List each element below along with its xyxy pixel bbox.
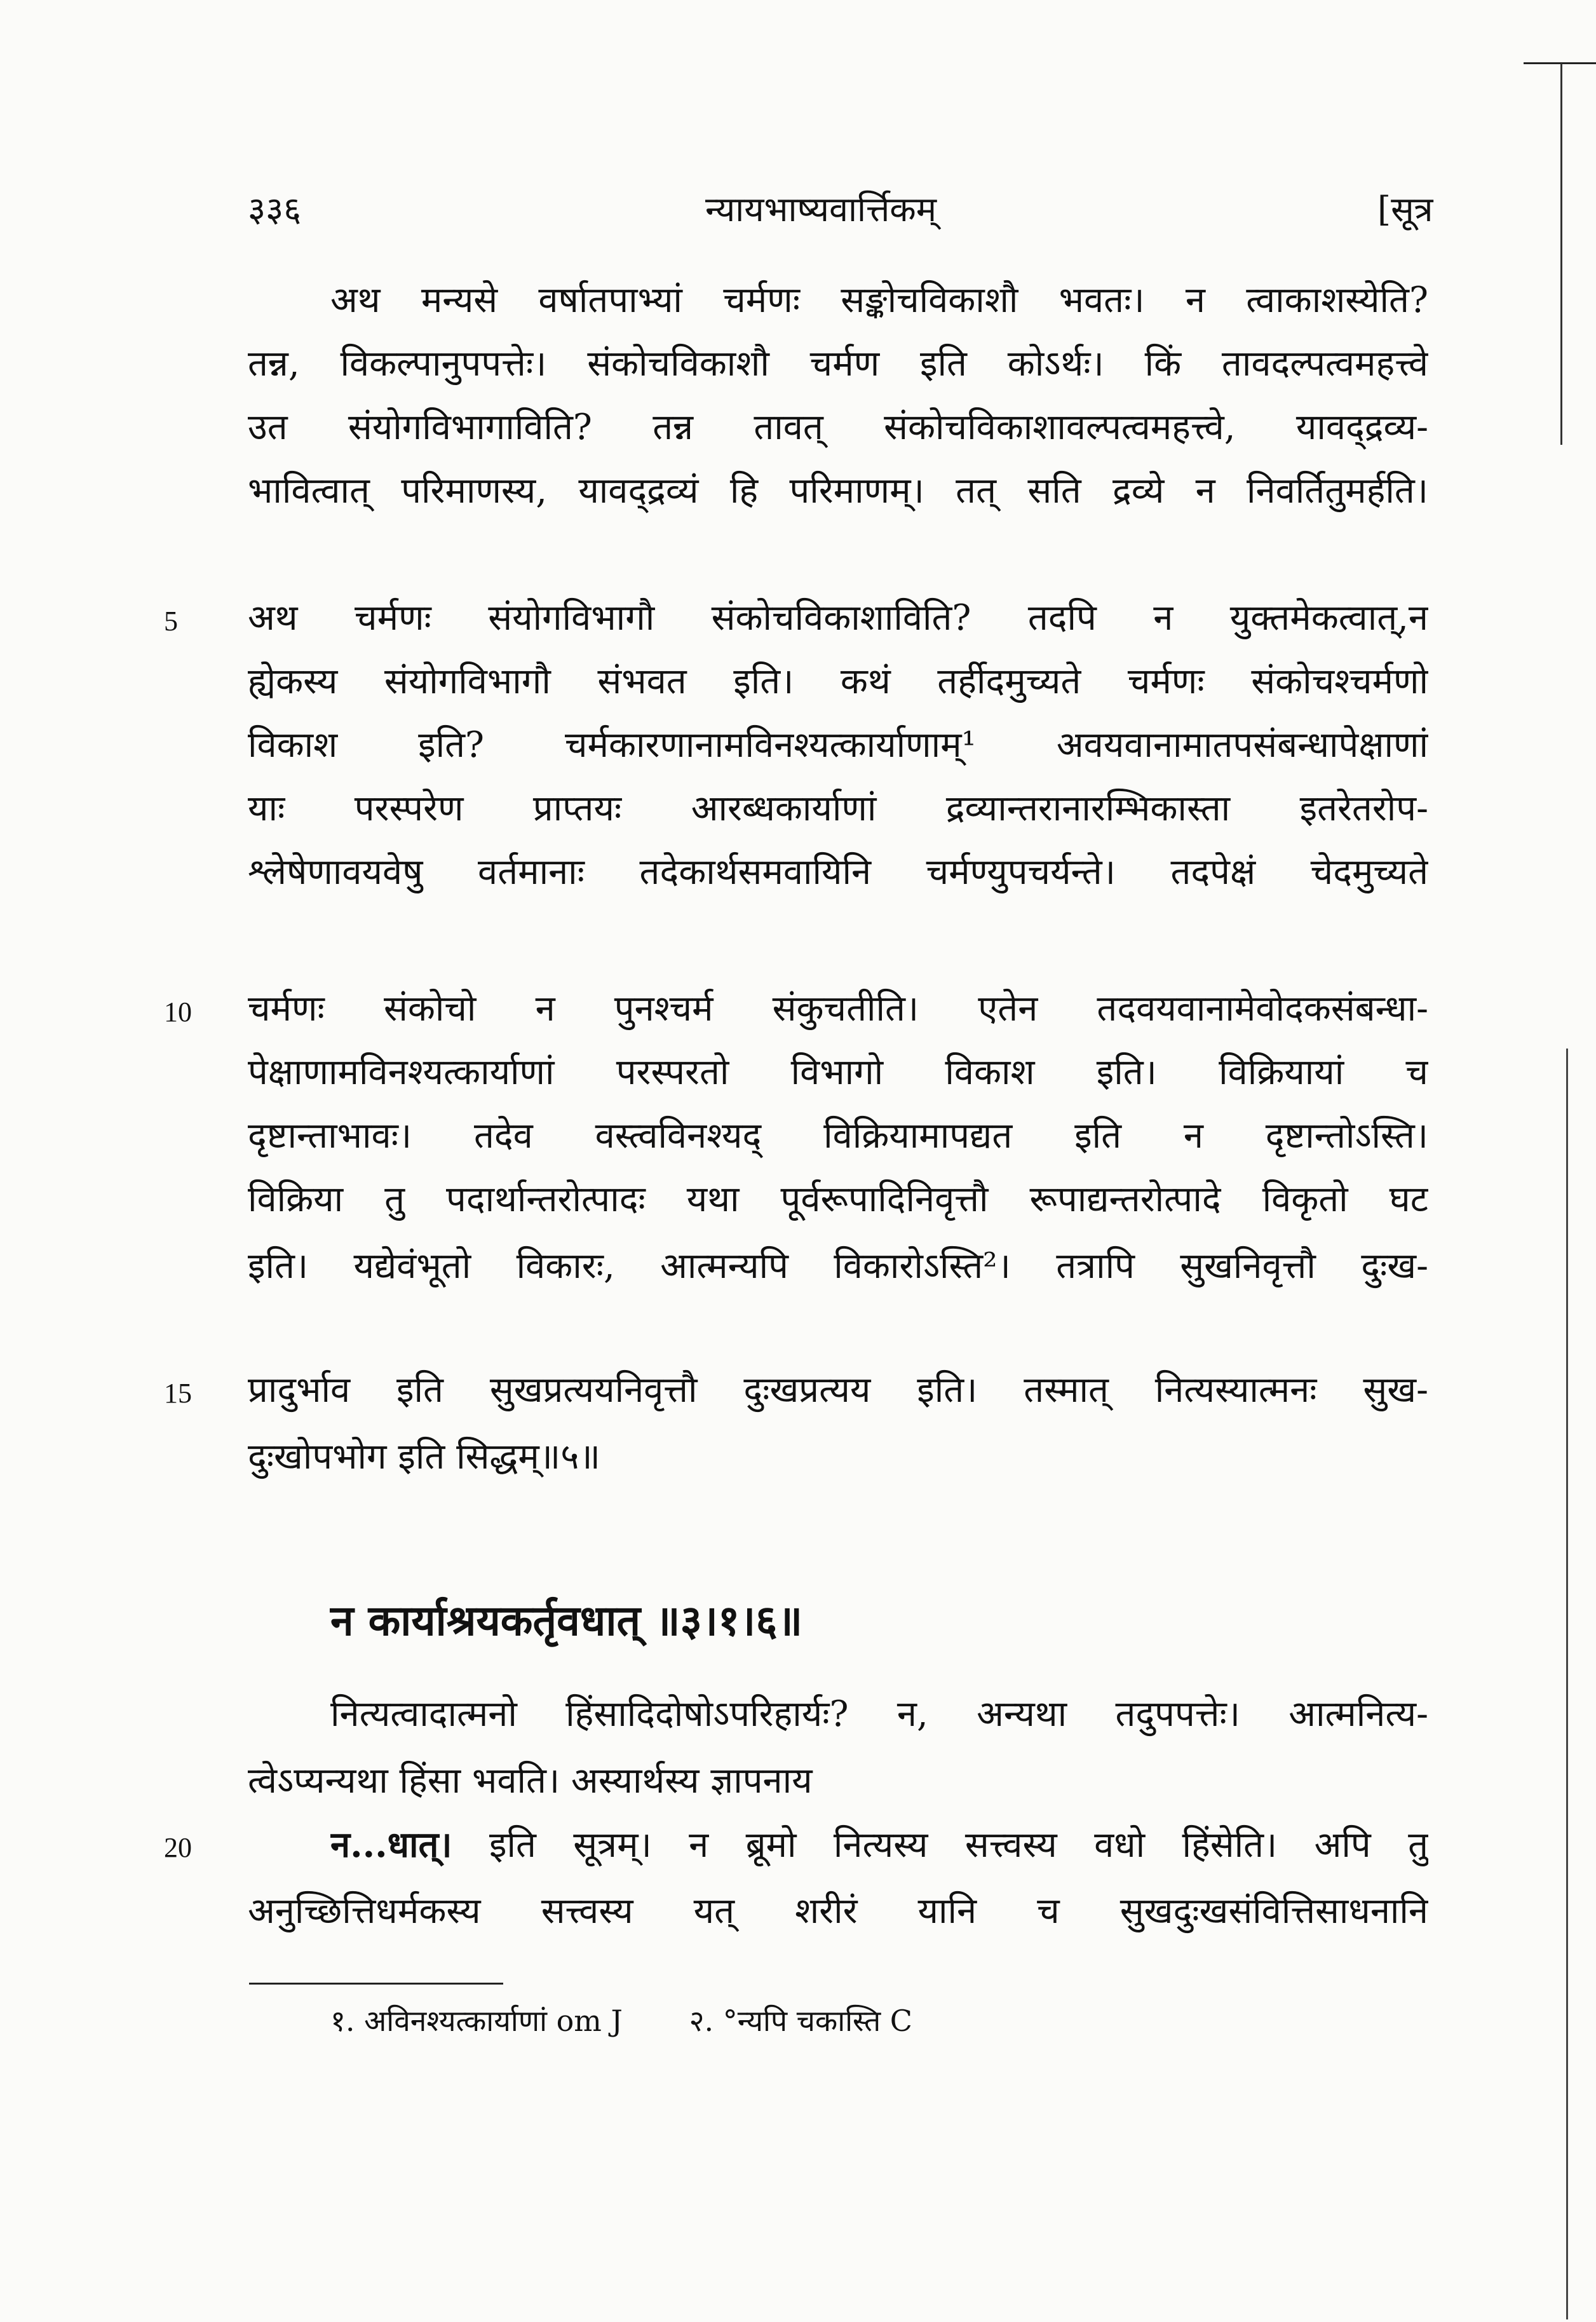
scan-edge-line <box>1560 64 1562 445</box>
line-number: 10 <box>164 996 192 1028</box>
text-line: प्रादुर्भाव इति सुखप्रत्ययनिवृत्तौ दुःखप्रत्यय इति। तस्मात् नित्यस्यात्मनः सुख- <box>248 1369 1428 1411</box>
footnote: २. °न्यपि चकास्ति C <box>689 2004 912 2038</box>
text-line <box>330 1814 1428 1875</box>
text-line: विकाश इति? चर्मकारणानामविनश्यत्कार्याणाम्¹ अवयवानामातपसंबन्धापेक्षाणां <box>248 724 1428 766</box>
text-span: इति सूत्रम्। न ब्रूमो नित्यस्य सत्त्वस्य वधो हिंसेति। अपि तु <box>452 1824 1428 1866</box>
scan-edge-line <box>1566 1049 1568 2319</box>
footnote-rule <box>249 1983 503 1985</box>
text-line: श्लेषेणावयवेषु वर्तमानाः तदेकार्थसमवायिनि चर्मण्युपचर्यन्ते। तदपेक्षं चेदमुच्यते <box>248 852 1428 893</box>
footnotes <box>330 1995 970 2046</box>
sutra-heading: न कार्याश्रयकर्तृवधात् ॥३।१।६॥ <box>330 1596 803 1645</box>
text-line: अनुच्छित्तिधर्मकस्य सत्त्वस्य यत् शरीरं यानि च सुखदुःखसंवित्तिसाधनानि <box>248 1891 1428 1932</box>
footnote: १. अविनश्यत्कार्याणां om J <box>330 2004 623 2038</box>
running-title: न्यायभाष्यवार्त्तिकम् <box>705 189 937 229</box>
text-line: अथ चर्मणः संयोगविभागौ संकोचविकाशाविति? तदपि न युक्तमेकत्वात्,न <box>248 597 1428 639</box>
text-line: अथ मन्यसे वर्षातपाभ्यां चर्मणः सङ्कोचविकाशौ भवतः। न त्वाकाशस्येति? <box>330 280 1428 321</box>
section-marker: [सूत्र <box>1377 189 1433 229</box>
text-line: इति। यद्येवंभूतो विकारः, आत्मन्यपि विकारोऽस्ति²। तत्रापि सुखनिवृत्तौ दुःख- <box>248 1246 1428 1287</box>
text-line: तन्न, विकल्पानुपपत्तेः। संकोचविकाशौ चर्मण इति कोऽर्थः। किं तावदल्पत्वमहत्त्वे <box>248 343 1428 384</box>
text-line: विक्रिया तु पदार्थान्तरोत्पादः यथा पूर्वरूपादिनिवृत्तौ रूपाद्यन्तरोत्पादे विकृतो घट <box>248 1179 1428 1220</box>
page-header <box>0 184 1596 241</box>
text-line: दृष्टान्ताभावः। तदेव वस्त्वविनश्यद् विक्रियामापद्यत इति न दृष्टान्तोऽस्ति। <box>248 1115 1428 1157</box>
text-line: त्वेऽप्यन्यथा हिंसा भवति। अस्यार्थस्य ज्ञापनाय <box>248 1760 813 1802</box>
sutra-lemma: न...धात्। <box>330 1824 452 1866</box>
text-line: ह्येकस्य संयोगविभागौ संभवत इति। कथं तर्हीदमुच्यते चर्मणः संकोचश्चर्मणो <box>248 661 1428 702</box>
line-number: 20 <box>164 1832 192 1863</box>
line-number: 15 <box>164 1378 192 1409</box>
text-line: दुःखोपभोग इति सिद्धम्॥५॥ <box>248 1436 600 1477</box>
text-line: भावित्वात् परिमाणस्य, यावद्द्रव्यं हि परिमाणम्। तत् सति द्रव्ये न निवर्तितुमर्हति। <box>248 470 1428 512</box>
scan-edge-mark <box>1524 62 1596 64</box>
line-number: 5 <box>164 606 178 637</box>
text-line: पेक्षाणामविनश्यत्कार्याणां परस्परतो विभागो विकाश इति। विक्रियायां च <box>248 1052 1428 1093</box>
page-number: ३३६ <box>248 189 302 229</box>
text-line: चर्मणः संकोचो न पुनश्चर्म संकुचतीति। एतेन तदवयवानामेवोदकसंबन्धा- <box>248 988 1428 1029</box>
text-line: नित्यत्वादात्मनो हिंसादिदोषोऽपरिहार्यः? न, अन्यथा तदुपपत्तेः। आत्मनित्य- <box>330 1694 1428 1735</box>
text-line: उत संयोगविभागाविति? तन्न तावत् संकोचविकाशावल्पत्वमहत्त्वे, यावद्द्रव्य- <box>248 407 1428 448</box>
text-line: याः परस्परेण प्राप्तयः आरब्धकार्याणां द्रव्यान्तरानारम्भिकास्ता इतरेतरोप- <box>248 788 1428 829</box>
